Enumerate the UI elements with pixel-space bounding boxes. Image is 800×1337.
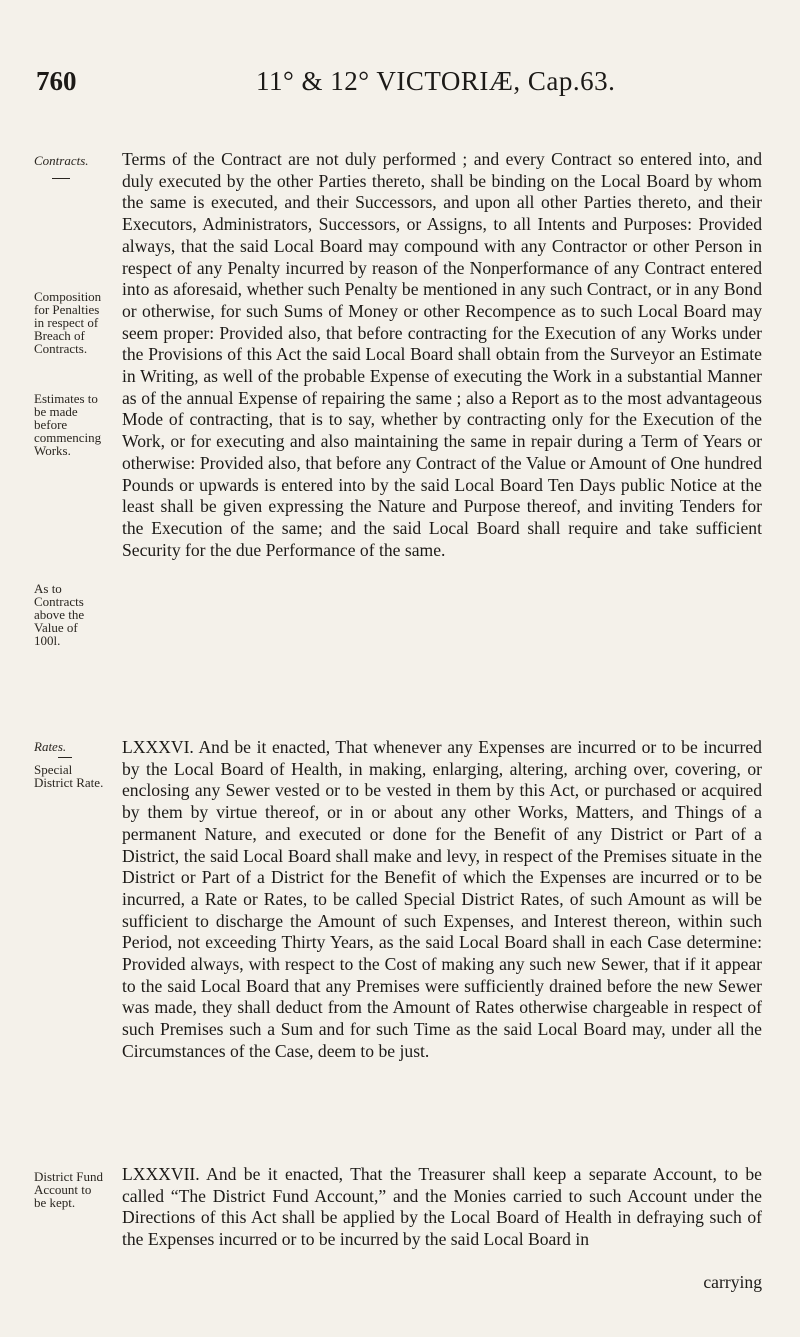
section-86	[122, 737, 762, 1063]
section-text: And be it enacted, That the Treasurer shall keep a separate Account, to be called “The District Fund Account,” and the Monies carried to such Account under the Directions of this Act shall be applied by the Local Board of Health in defraying such of the Expenses incurred or to be incurred by the said Local Board in	[122, 1164, 762, 1250]
margin-note-contracts-above: As to Contracts above the Value of 100l.	[34, 581, 85, 648]
running-head: 11° & 12° VICTORIÆ, Cap.63.	[256, 66, 616, 96]
paragraph-text: Terms of the Contract are not duly performed ; and every Contract so entered into, and duly executed by the other Parties thereto, shall be binding on the Local Board by whom the same is executed, and their Successors, and upon all other Parties thereto, and their Executors, Administrators, Successors, or Assigns, to all Intents and Purposes: Provided always, that the said Local Board may compound with any Contractor or other Person in respect of any Penalty incurred by reason of the Nonperformance of any Contract entered into as aforesaid, whether such Penalty be mentioned in any such Contract, or in any Bond or otherwise, for such Sums of Money or other Recompence as to such Local Board may seem proper: Provided also, that before contracting for the Execution of any Works under the Provisions of this Act the said Local Board shall obtain from the Surveyor an Estimate in Writing, as well of the probable Expense of executing the Work in a substantial Manner as of the annual Expense of repairing the same ; also a Report as to the most advantageous Mode of contracting, that is to say, whether by contracting only for the Execution of the Work, or for executing and also maintaining the same in repair during a Term of Years or otherwise: Provided also, that before any Contract of the Value or Amount of One hundred Pounds or upwards is entered into by the said Local Board Ten Days public Notice at the least shall be given expressing the Nature and Purpose thereof, and inviting Tenders for the Execution of the same; and the said Local Board shall require and take sufficient Security for the due Performance of the same.	[122, 149, 762, 560]
margin-note-contracts: Contracts.	[34, 153, 89, 168]
margin-note-rates: Rates.	[34, 739, 67, 754]
section-87	[122, 1164, 762, 1251]
margin-note-composition: Composition for Penalties in respect of Breach of Contracts.	[34, 289, 102, 356]
section-number: LXXXVII.	[122, 1164, 200, 1184]
margin-note-estimates: Estimates to be made before commencing Works.	[34, 391, 102, 458]
paragraph-contract-terms	[122, 149, 762, 561]
section-number: LXXXVI.	[122, 737, 194, 757]
margin-note-district-fund: District Fund Account to be kept.	[34, 1169, 103, 1210]
page-header	[36, 66, 756, 106]
page-number: 760	[36, 66, 77, 96]
margin-note-special-rate: Special District Rate.	[34, 762, 104, 790]
margin-divider	[58, 757, 72, 758]
catchword: carrying	[703, 1272, 762, 1292]
margin-divider	[52, 178, 70, 179]
section-text: And be it enacted, That whenever any Expenses are incurred or to be incurred by the Local Board of Health, in making, enlarging, altering, arching over, covering, or enclosing any Sewer vested or to be vested in them by this Act, or purchased or acquired by them by virtue thereof, or in or about any other Works, Matters, and Things of a permanent Nature, and executed or done for the Benefit of any District or Part of a District, the said Local Board shall make and levy, in respect of the Premises situate in the District or Part of a District for the Benefit of which the Expenses are incurred or to be incurred, a Rate or Rates, to be called Special District Rates, of such Amount as will be sufficient to discharge the Amount of such Expenses, and Interest thereon, within such Period, not exceeding Thirty Years, as the said Local Board shall in each Case determine: Provided always, with respect to the Cost of making any such new Sewer, that if it appear to the said Local Board that any Premises were sufficiently drained before the new Sewer was made, they shall deduct from the Amount of Rates otherwise chargeable in respect of such Premises such a Sum and for such Time as the said Local Board may, under all the Circumstances of the Case, deem to be just.	[122, 737, 762, 1061]
